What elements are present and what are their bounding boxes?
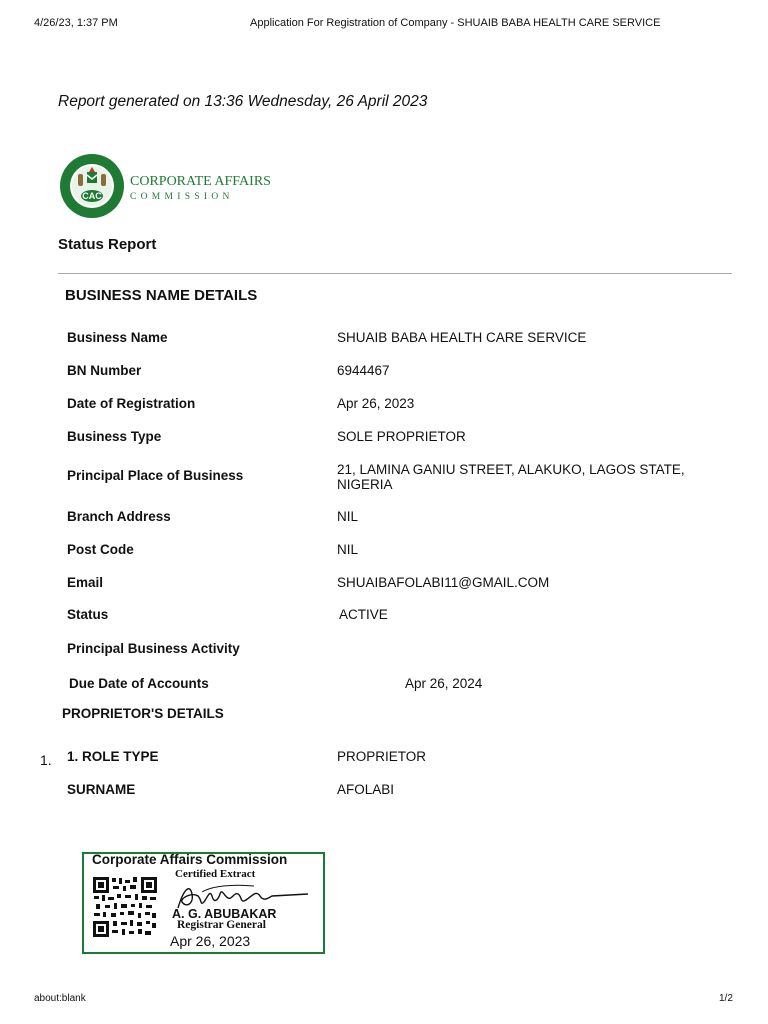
field-label: Email (67, 575, 104, 590)
cac-name-line2: COMMISSION (130, 192, 234, 202)
field-label: Principal Place of Business (67, 468, 244, 483)
print-datetime: 4/26/23, 1:37 PM (34, 17, 118, 29)
certified-stamp (82, 852, 325, 954)
field-value: SOLE PROPRIETOR (337, 429, 466, 444)
field-label: BN Number (67, 363, 142, 378)
field-value: SHUAIBAFOLABI11@GMAIL.COM (337, 575, 550, 590)
field-value: ACTIVE (339, 607, 388, 622)
surname-value: AFOLABI (337, 782, 395, 797)
status-report-title: Status Report (58, 236, 157, 253)
field-label: Principal Business Activity (67, 641, 240, 656)
field-label: Date of Registration (67, 396, 196, 411)
role-type-value: PROPRIETOR (337, 749, 427, 764)
stamp-title: Corporate Affairs Commission (92, 852, 288, 867)
field-label: Status (67, 607, 109, 622)
field-value: 21, LAMINA GANIU STREET, ALAKUKO, LAGOS STATE, NIGERIA (337, 462, 685, 492)
field-value: Apr 26, 2024 (405, 676, 483, 691)
field-label: Post Code (67, 542, 134, 557)
section-title: BUSINESS NAME DETAILS (65, 287, 258, 304)
print-title: Application For Registration of Company - SHUAIB BABA HEALTH CARE SERVICE (250, 17, 661, 29)
stamp-signatory-role: Registrar General (177, 919, 266, 931)
stamp-certified: Certified Extract (175, 868, 256, 880)
cac-seal-abbr: CAC (82, 191, 102, 201)
field-value: NIL (337, 542, 359, 557)
proprietor-item-number: 1. (40, 752, 52, 768)
role-type-label: 1. ROLE TYPE (67, 749, 159, 764)
surname-label: SURNAME (67, 782, 136, 797)
field-label: Business Name (67, 330, 168, 345)
cac-name-line1: CORPORATE AFFAIRS (130, 174, 270, 189)
report-generated: Report generated on 13:36 Wednesday, 26 April 2023 (58, 93, 428, 110)
field-label: Branch Address (67, 509, 171, 524)
proprietor-title: PROPRIETOR'S DETAILS (62, 706, 224, 721)
field-label: Business Type (67, 429, 162, 444)
qr-code-icon (92, 876, 158, 938)
footer-page: 1/2 (719, 993, 733, 1004)
field-value: SHUAIB BABA HEALTH CARE SERVICE (337, 330, 587, 345)
field-label: Due Date of Accounts (69, 676, 209, 691)
field-value: 6944467 (337, 363, 390, 378)
divider (58, 273, 732, 274)
stamp-date: Apr 26, 2023 (170, 933, 251, 949)
field-value: Apr 26, 2023 (337, 396, 415, 411)
stamp-signatory-name: A. G. ABUBAKAR (172, 907, 277, 921)
footer-url: about:blank (34, 993, 86, 1004)
cac-logo (58, 153, 270, 219)
field-value: NIL (337, 509, 359, 524)
cac-seal-icon (58, 153, 270, 219)
